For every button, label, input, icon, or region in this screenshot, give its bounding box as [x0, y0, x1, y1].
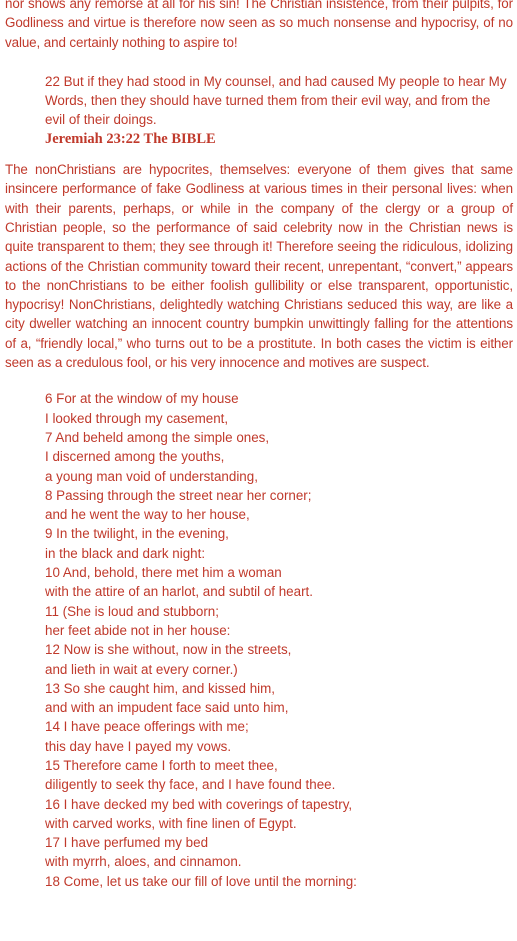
- verse-line: I looked through my casement,: [45, 410, 229, 426]
- verse-line: 16 I have decked my bed with coverings of tapestry,: [45, 796, 353, 812]
- verse-line: and he went the way to her house,: [45, 507, 250, 523]
- main-paragraph: The nonChristians are hypocrites, themselves: everyone of them gives that same insincere performance of fake Godliness at various times in their personal lives: when with their parents, perhaps, or while in the company of the clergy or a group of Christian people, so the performance of said celebrity now in the Christian news is quite transparent to them; they see through it! Therefore seeing the ridiculous, idolizing actions of the Christian community toward their recent, unrepentant, “convert,” appears to the nonChristians to be either foolish gullibility or else transparent, opportunistic, hypocrisy! NonChristians, delightedly watching Christians seduced this way, are like a city dweller watching an innocent country bumpkin unwittingly falling for the attentions of a, “friendly local,” who turns out to be a prostitute. In both cases the victim is either seen as a credulous fool, or his very innocence and motives are suspect.: [5, 162, 513, 371]
- verse-line: 8 Passing through the street near her corner;: [45, 487, 312, 503]
- scripture-quote: [45, 72, 513, 149]
- verse-line: 7 And beheld among the simple ones,: [45, 429, 270, 445]
- verse-line: a young man void of understanding,: [45, 468, 258, 484]
- verse-line: I discerned among the youths,: [45, 449, 225, 465]
- verse-line: this day have I payed my vows.: [45, 738, 232, 754]
- verse-line: with the attire of an harlot, and subtil of heart.: [45, 584, 313, 600]
- intro-paragraph: nor shows any remorse at all for his sin! The Christian insistence, from their pulpits, for Godliness and virtue is therefore now seen as so much nonsense and hypocrisy, of no value, and certainly nothing to aspire to!: [5, 0, 513, 50]
- verse-line: 18 Come, let us take our fill of love until the morning:: [45, 873, 357, 889]
- quote-text: 22 But if they had stood in My counsel, and had caused My people to hear My Words, then they should have turned them from their evil way, and from the evil of their doings.: [45, 73, 507, 128]
- verse-line: 11 (She is loud and stubborn;: [45, 603, 219, 619]
- verse-line: her feet abide not in her house:: [45, 622, 231, 638]
- verse-line: 9 In the twilight, in the evening,: [45, 526, 229, 542]
- verse-line: and lieth in wait at every corner.): [45, 661, 238, 677]
- quote-citation: Jeremiah 23:22 The BIBLE: [45, 130, 216, 147]
- verse-line: in the black and dark night:: [45, 545, 206, 561]
- verse-line: diligently to seek thy face, and I have found thee.: [45, 777, 336, 793]
- verse-line: 17 I have perfumed my bed: [45, 835, 209, 851]
- verse-line: 6 For at the window of my house: [45, 391, 239, 407]
- verse-line: 12 Now is she without, now in the streets,: [45, 642, 292, 658]
- verse-line: 13 So she caught him, and kissed him,: [45, 680, 276, 696]
- verse-line: 15 Therefore came I forth to meet thee,: [45, 757, 278, 773]
- verse-line: and with an impudent face said unto him,: [45, 700, 289, 716]
- verse-line: 14 I have peace offerings with me;: [45, 719, 249, 735]
- verse-line: 10 And, behold, there met him a woman: [45, 565, 282, 581]
- verse-line: with myrrh, aloes, and cinnamon.: [45, 854, 242, 870]
- verse-list: [45, 389, 513, 891]
- verse-line: with carved works, with fine linen of Egypt.: [45, 815, 297, 831]
